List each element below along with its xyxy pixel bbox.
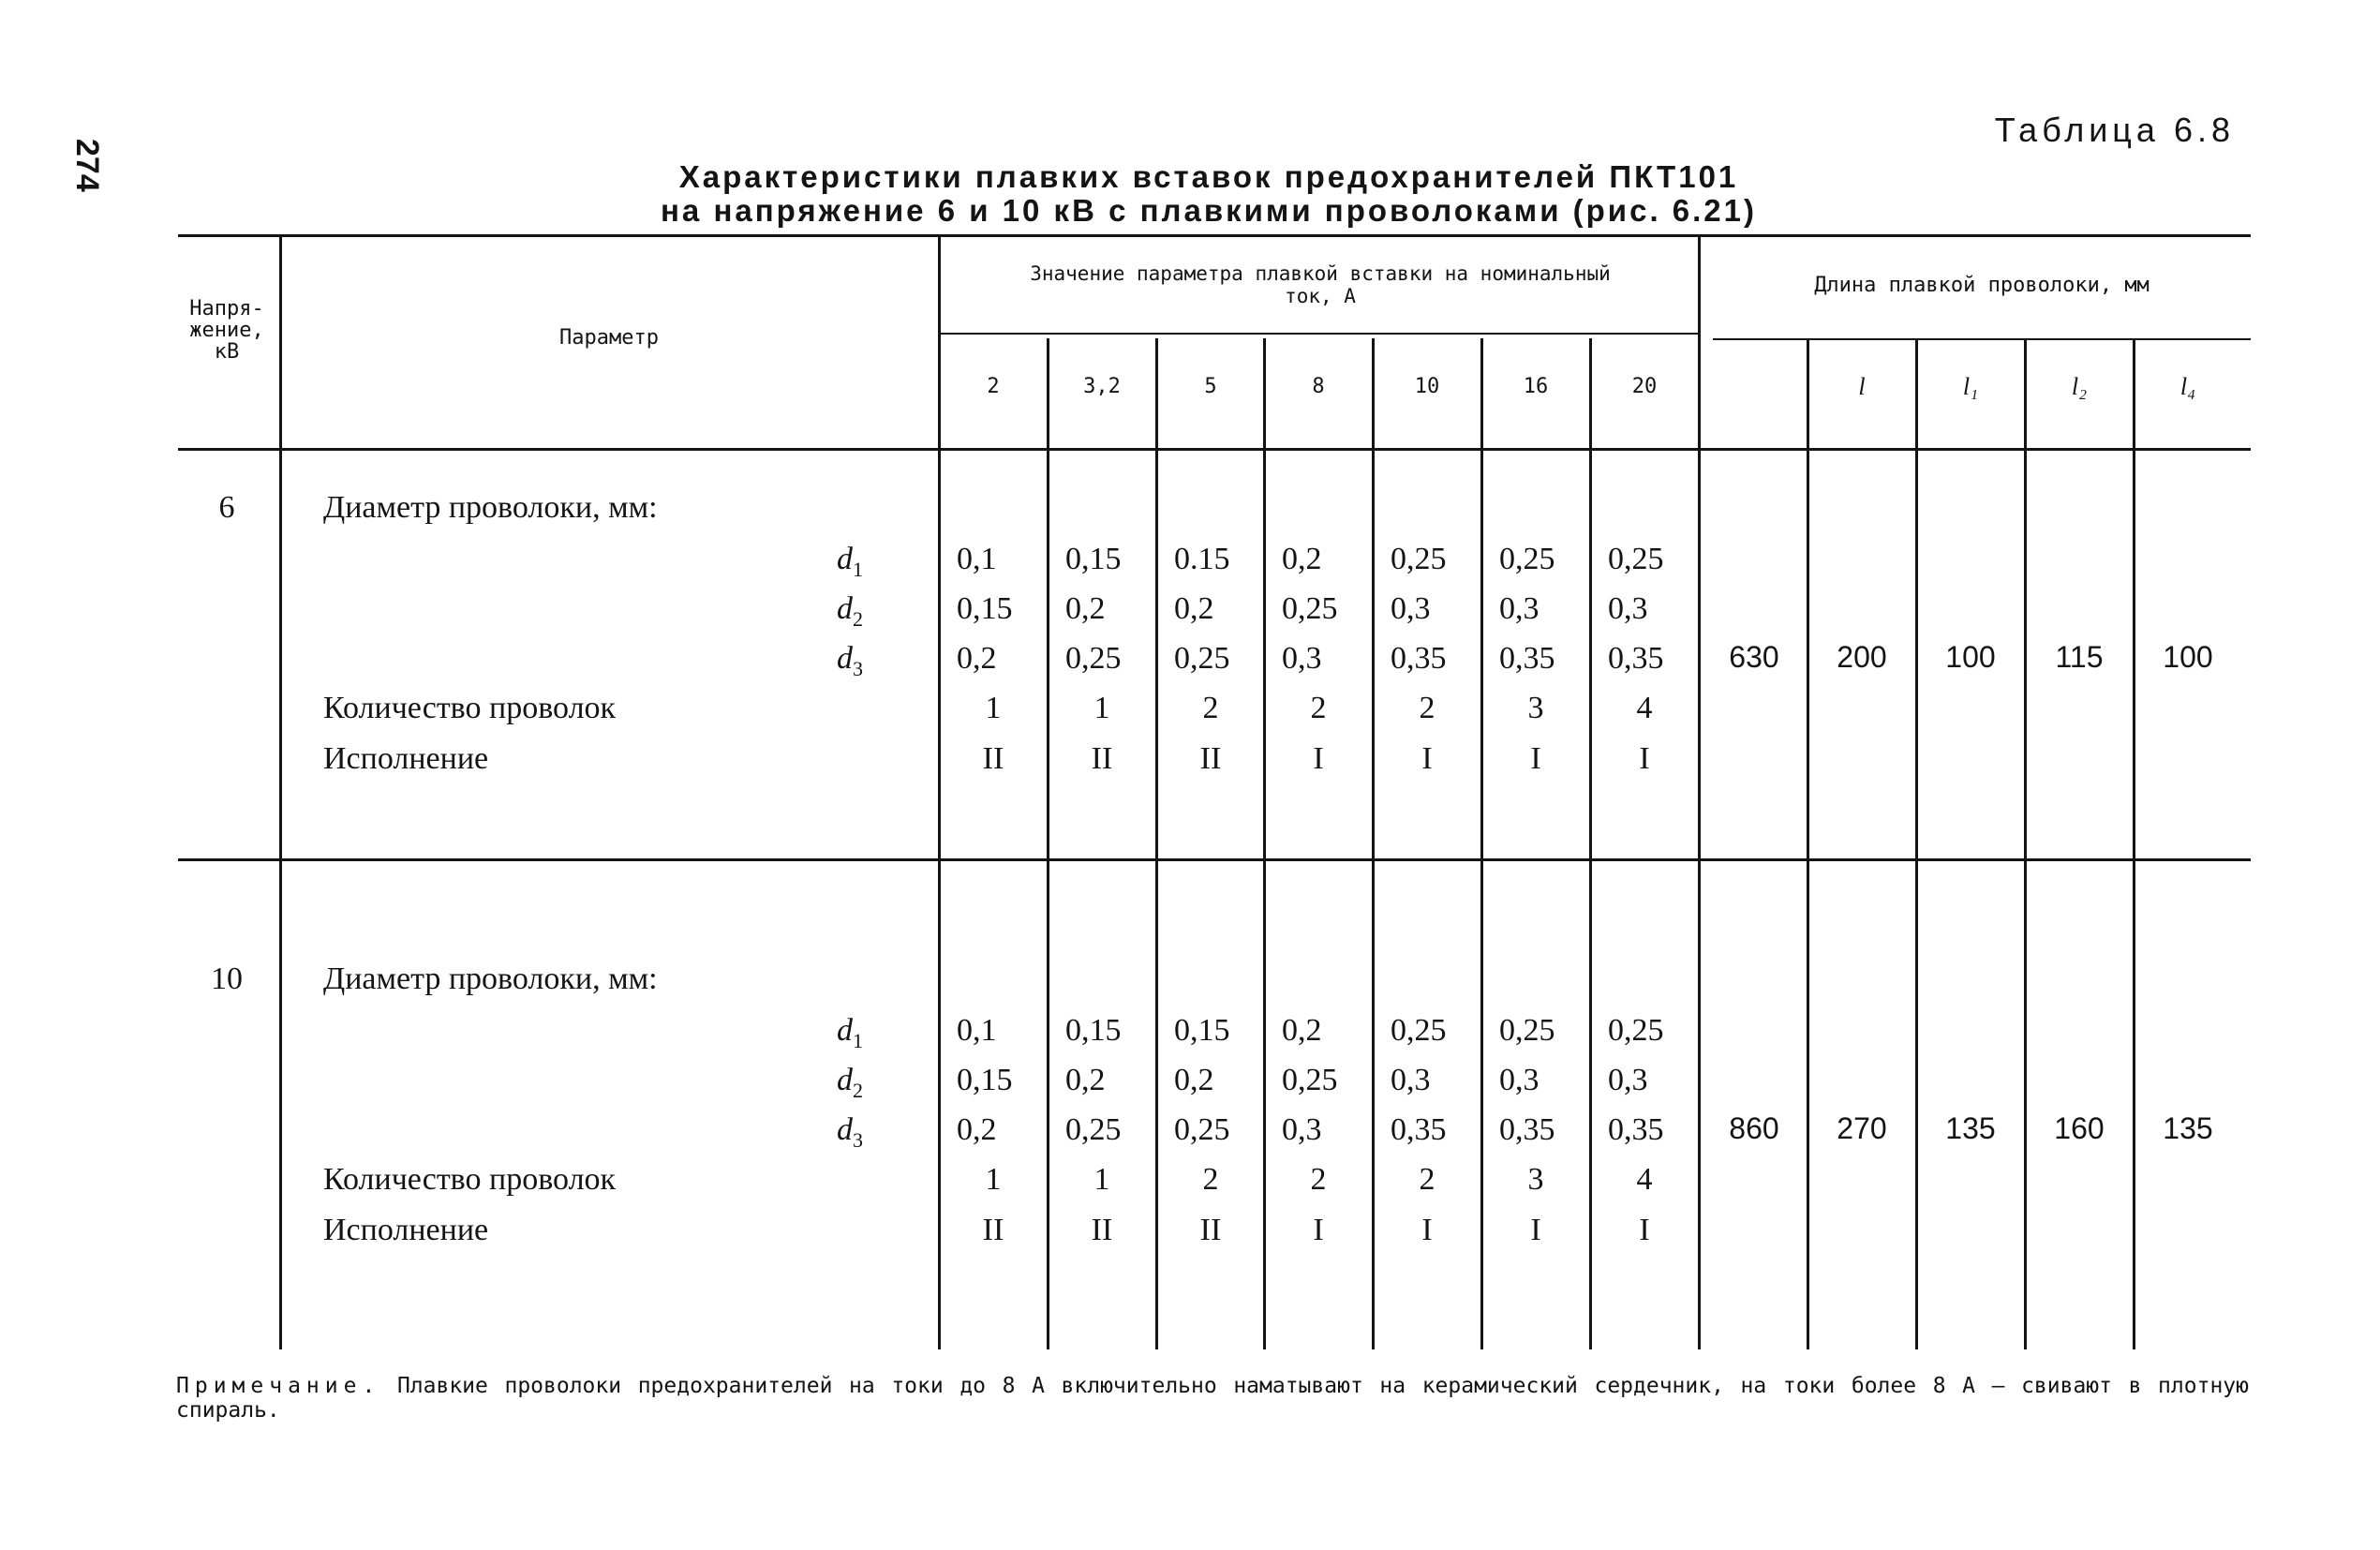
length-value: 270 — [1837, 1111, 1887, 1145]
exec-value: II — [1091, 1213, 1113, 1247]
header-voltage-line-3: кВ — [214, 340, 240, 364]
diameter-value: 0,25 — [1608, 542, 1664, 576]
diameter-value: 0,3 — [1608, 591, 1648, 626]
header-bottom-rule — [178, 448, 2251, 451]
diameter-value: 0,3 — [1391, 591, 1431, 626]
header-length-group: Длина плавкой проволоки, мм — [1814, 274, 2149, 297]
diameter-row-subscript: 2 — [853, 606, 863, 631]
diameter-value: 0,3 — [1499, 591, 1540, 626]
diameter-row-label: $d_1$ — [837, 1013, 863, 1052]
count-value: 1 — [985, 691, 1002, 725]
diameter-row-label: $d_3$ — [837, 1112, 863, 1152]
diameter-row-subscript: 3 — [853, 1127, 863, 1152]
diameter-value: 0,2 — [957, 1112, 997, 1147]
exec-value: I — [1530, 741, 1541, 776]
exec-value: II — [1199, 1213, 1222, 1247]
diameter-value: 0,25 — [1065, 641, 1122, 676]
count-value: 4 — [1636, 691, 1653, 725]
diameter-value: 0,3 — [1608, 1063, 1648, 1097]
count-value: 2 — [1419, 691, 1435, 725]
diameter-value: 0,3 — [1391, 1063, 1431, 1097]
exec-value: I — [1313, 1213, 1324, 1247]
column-rule-body — [279, 451, 282, 1349]
count-value: 1 — [985, 1162, 1002, 1197]
column-rule-body — [1807, 451, 1809, 1349]
diameter-value: 0,2 — [1065, 1063, 1106, 1097]
diameter-value: 0,2 — [1282, 1013, 1322, 1048]
diameter-value: 0,35 — [1499, 641, 1555, 676]
header-current-group-line-1: Значение параметра плавкой вставки на номинальный — [1030, 262, 1611, 285]
diameter-row-subscript: 1 — [853, 1028, 863, 1052]
length-value: 200 — [1837, 640, 1887, 674]
diameter-value: 0,2 — [1174, 1063, 1214, 1097]
diameter-label: Диаметр проволоки, мм: — [323, 490, 658, 525]
header-voltage-line-2: жение, — [189, 319, 264, 342]
diameter-value: 0,25 — [1499, 542, 1555, 576]
table-top-rule — [178, 234, 2251, 237]
count-value: 3 — [1527, 691, 1544, 725]
exec-value: II — [982, 741, 1004, 776]
header-current-5: 16 — [1523, 375, 1549, 398]
count-label: Количество проволок — [323, 691, 617, 725]
note-text: Плавкие проволоки предохранителей на токи до 8 А включительно наматывают на керамический сердечник, на токи более 8 А — свивают в плотную спираль. — [176, 1374, 2249, 1423]
count-value: 2 — [1202, 691, 1219, 725]
table-title-line-2: на напряжение 6 и 10 кВ с плавкими проволоками (рис. 6.21) — [661, 193, 1757, 228]
length-value: 135 — [2163, 1111, 2213, 1145]
diameter-value: 0,35 — [1608, 1112, 1664, 1147]
diameter-value: 0,2 — [1065, 591, 1106, 626]
exec-value: II — [1091, 741, 1113, 776]
exec-value: II — [1199, 741, 1222, 776]
length-value: 115 — [2055, 640, 2104, 674]
exec-label: Исполнение — [323, 1213, 489, 1247]
diameter-value: 0,3 — [1282, 1112, 1322, 1147]
count-value: 2 — [1202, 1162, 1219, 1197]
diameter-row-label: $d_2$ — [837, 1063, 863, 1102]
header-length-4: l₄ — [2179, 373, 2196, 400]
table-note — [176, 1374, 2249, 1423]
section-divider-rule — [178, 858, 2251, 861]
diameter-value: 0,1 — [957, 1013, 997, 1048]
diameter-row-label: $d_1$ — [837, 542, 863, 581]
header-current-3: 8 — [1312, 375, 1325, 398]
diameter-value: 0,15 — [1065, 542, 1122, 576]
diameter-value: 0,15 — [957, 1063, 1013, 1097]
length-value: 100 — [2163, 640, 2213, 674]
header-length-3: l₂ — [2071, 373, 2088, 400]
table-title-line-1: Характеристики плавких вставок предохранителей ПКТ101 — [678, 159, 1739, 194]
diameter-value: 0.15 — [1174, 542, 1230, 576]
header-parameter: Параметр — [559, 326, 659, 350]
diameter-value: 0,3 — [1282, 641, 1322, 676]
diameter-value: 0,25 — [1608, 1013, 1664, 1048]
diameter-value: 0,25 — [1174, 1112, 1230, 1147]
diameter-row-label: $d_2$ — [837, 591, 863, 631]
diameter-value: 0,25 — [1065, 1112, 1122, 1147]
exec-value: I — [1421, 1213, 1433, 1247]
header-current-1: 3,2 — [1083, 375, 1121, 398]
diameter-value: 0,35 — [1499, 1112, 1555, 1147]
header-voltage — [174, 298, 279, 363]
header-current-2: 5 — [1204, 375, 1217, 398]
length-value: 160 — [2054, 1111, 2105, 1145]
diameter-row-label: $d_3$ — [837, 641, 863, 680]
diameter-value: 0,25 — [1282, 1063, 1338, 1097]
note-prefix: Примечание. — [176, 1374, 381, 1398]
header-current-0: 2 — [987, 375, 1000, 398]
diameter-row-subscript: 1 — [853, 557, 863, 581]
table-number: Таблица 6.8 — [1994, 111, 2235, 149]
voltage-value: 6 — [218, 490, 235, 525]
voltage-value: 10 — [211, 961, 243, 996]
column-rule-body — [1698, 451, 1701, 1349]
count-label: Количество проволок — [323, 1162, 617, 1197]
length-value: 630 — [1729, 640, 1779, 674]
header-current-group-line-2: ток, А — [1285, 285, 1356, 307]
diameter-value: 0,35 — [1391, 1112, 1447, 1147]
diameter-value: 0,25 — [1391, 542, 1447, 576]
diameter-value: 0,3 — [1499, 1063, 1540, 1097]
count-value: 2 — [1310, 1162, 1327, 1197]
exec-value: I — [1313, 741, 1324, 776]
diameter-value: 0,35 — [1391, 641, 1447, 676]
count-value: 3 — [1527, 1162, 1544, 1197]
length-group-rule — [1713, 338, 2251, 340]
header-voltage-line-1: Напря- — [189, 297, 264, 320]
diameter-value: 0,25 — [1174, 641, 1230, 676]
length-value: 860 — [1729, 1111, 1779, 1145]
count-value: 2 — [1419, 1162, 1435, 1197]
diameter-row-subscript: 2 — [853, 1078, 863, 1102]
exec-value: I — [1530, 1213, 1541, 1247]
column-rule-body — [2024, 451, 2027, 1349]
header-current-6: 20 — [1631, 375, 1658, 398]
page-number: 274 — [69, 139, 105, 192]
exec-value: I — [1639, 741, 1650, 776]
count-value: 2 — [1310, 691, 1327, 725]
count-value: 1 — [1093, 1162, 1110, 1197]
diameter-value: 0,2 — [957, 641, 997, 676]
header-length-1: l — [1858, 373, 1866, 400]
length-value: 135 — [1945, 1111, 1996, 1145]
header-length-2: l₁ — [1962, 373, 1979, 400]
length-value: 100 — [1945, 640, 1996, 674]
diameter-value: 0,2 — [1282, 542, 1322, 576]
diameter-row-subscript: 3 — [853, 656, 863, 680]
exec-value: I — [1639, 1213, 1650, 1247]
diameter-label: Диаметр проволоки, мм: — [323, 961, 658, 996]
column-rule-body — [1915, 451, 1918, 1349]
exec-label: Исполнение — [323, 741, 489, 776]
diameter-value: 0,35 — [1608, 641, 1664, 676]
current-group-rule — [940, 333, 1701, 335]
header-current-group — [940, 262, 1701, 307]
diameter-value: 0,2 — [1174, 591, 1214, 626]
diameter-value: 0,25 — [1499, 1013, 1555, 1048]
exec-value: I — [1421, 741, 1433, 776]
diameter-value: 0,15 — [1174, 1013, 1230, 1048]
diameter-value: 0,25 — [1282, 591, 1338, 626]
diameter-value: 0,15 — [957, 591, 1013, 626]
diameter-value: 0,1 — [957, 542, 997, 576]
column-rule-body — [2133, 451, 2135, 1349]
header-current-4: 10 — [1414, 375, 1440, 398]
count-value: 4 — [1636, 1162, 1653, 1197]
count-value: 1 — [1093, 691, 1110, 725]
diameter-value: 0,25 — [1391, 1013, 1447, 1048]
diameter-value: 0,15 — [1065, 1013, 1122, 1048]
exec-value: II — [982, 1213, 1004, 1247]
